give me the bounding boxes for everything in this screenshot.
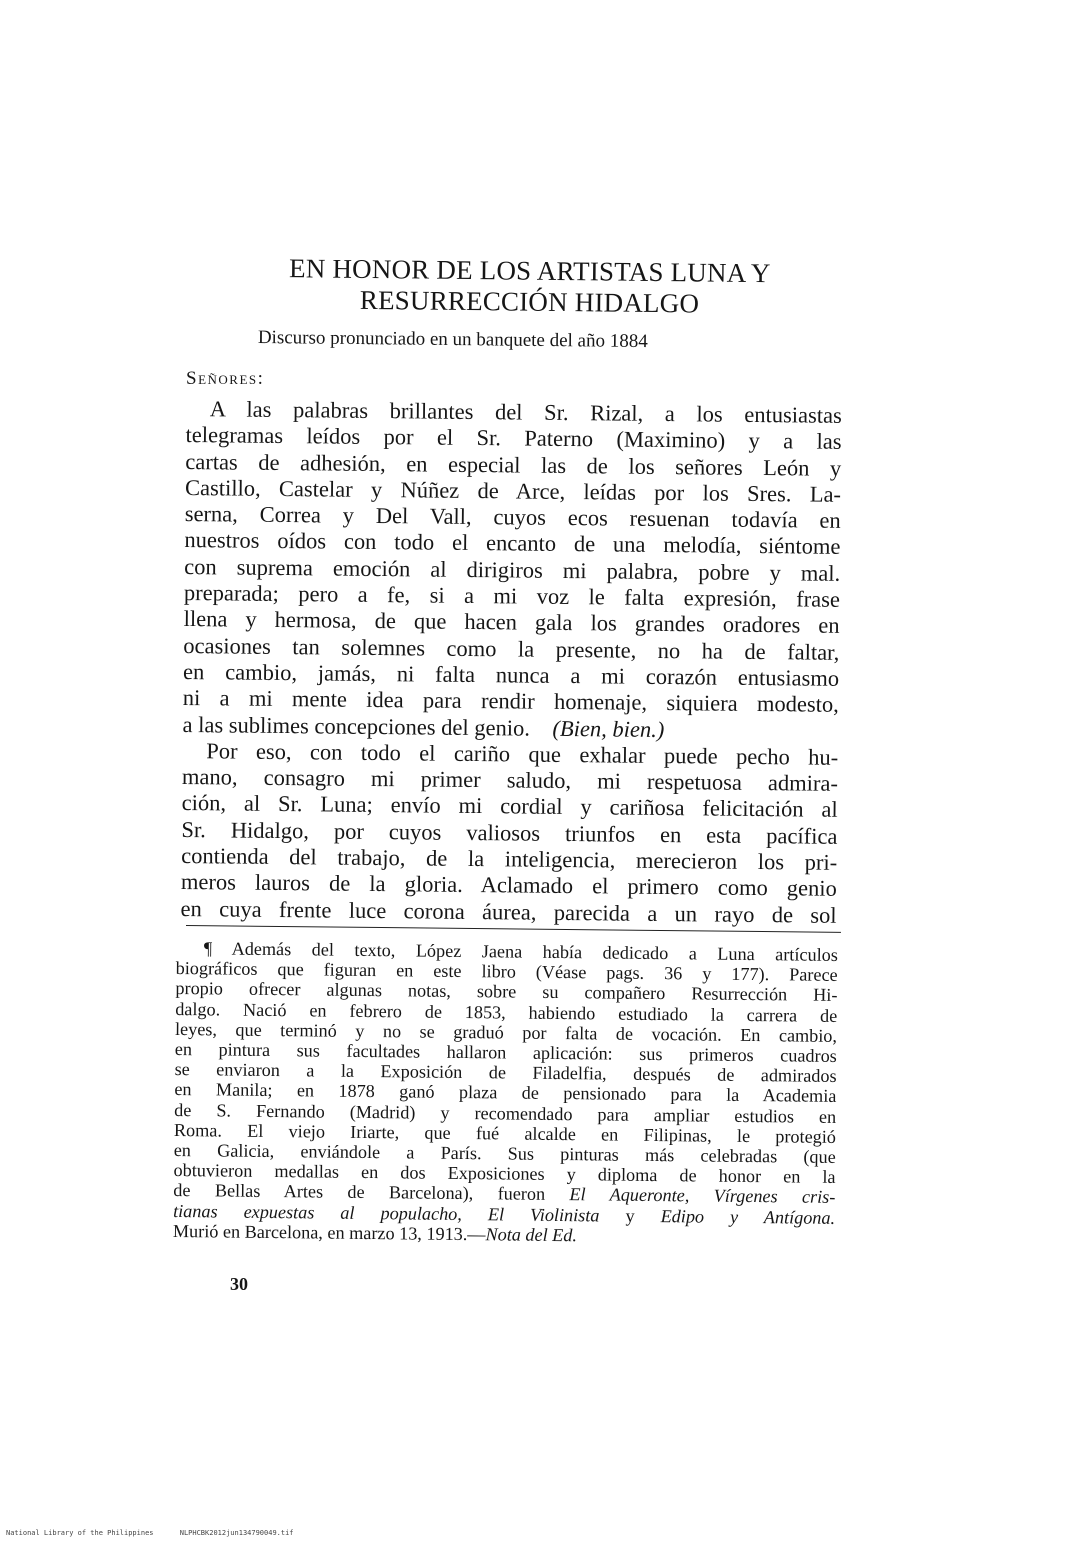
note-line: en pintura sus facultades hallaron aplicación: sus primeros cuadros — [174, 1039, 837, 1066]
note-line: Roma. El viejo Iriarte, que fué alcalde en Filipinas, le protegió — [173, 1119, 837, 1147]
body-line: llena y hermosa, de que hacen gala los grandes oradores en — [183, 606, 840, 639]
applause-note: (Bien, bien.) — [552, 715, 665, 742]
body-line: telegramas leídos por el Sr. Paterno (Maximino) y a las — [185, 422, 842, 455]
note-line: obtuvieron medallas en dos Exposiciones y diploma de honor en la — [173, 1160, 836, 1188]
note-line: propio ofrecer algunas notas, sobre su compañero Resurrección Hi- — [175, 978, 838, 1006]
note-editor: Nota del Ed. — [485, 1224, 578, 1246]
body-line: nuestros oídos con todo el encanto de una melodía, siéntome — [184, 527, 841, 560]
body-line: contienda del trabajo, de la inteligencia, merecieron los pri- — [181, 843, 838, 875]
salutation: Señores: — [186, 368, 265, 389]
body-line: serna, Correa y Del Vall, cuyos ecos resuenan todavía en — [184, 501, 841, 534]
body-line: en cuya frente luce corona áurea, parecida a un rayo de sol — [180, 895, 837, 928]
note-text: Murió en Barcelona, en marzo 13, 1913.— — [172, 1220, 486, 1245]
subtitle: Discurso pronunciado en un banquete del año 1884 — [257, 327, 648, 353]
body-line: preparada; pero a fe, si a mi voz le falta expresión, frase — [183, 580, 841, 612]
body-line: A las palabras brillantes del Sr. Rizal, a los entusiastas — [209, 396, 842, 428]
note-works: El Aqueronte, Vírgenes cris- — [569, 1184, 836, 1208]
body-line: cartas de adhesión, en especial las de los señores León y — [185, 448, 842, 481]
body-line-text: a las sublimes concepciones del genio. — [182, 711, 531, 741]
library-name: National Library of the Philippines — [6, 1529, 154, 1537]
body-line: meros lauros de la gloria. Aclamado el primero como genio — [180, 869, 838, 902]
title-line: RESURRECCIÓN HIDALGO — [359, 284, 700, 319]
body-line: Por eso, con todo el cariño que exhalar puede pecho hu- — [206, 738, 839, 770]
speech-body — [180, 396, 841, 929]
note-works: tianas expuestas al populacho, El Violinista — [173, 1200, 600, 1226]
file-name: NLPHCBK2012jun134790049.tif — [179, 1529, 294, 1537]
note-text: de Bellas Artes de Barcelona), fueron — [173, 1180, 546, 1205]
body-line: ocasiones tan solemnes como la presente, no ha de faltar, — [183, 632, 840, 665]
body-line: con suprema emoción al dirigiros mi palabra, pobre y mal. — [184, 553, 841, 586]
scan-footer — [6, 1529, 316, 1537]
page-number: 30 — [230, 1274, 248, 1294]
body-line: en cambio, jamás, ni falta nunca a mi corazón entusiasmo — [182, 658, 840, 691]
note-line: dalgo. Nació en febrero de 1853, habiendo estudiado la carrera de — [175, 998, 838, 1026]
note-line: de S. Fernando (Madrid) y recomendado para ampliar estudios en — [174, 1099, 837, 1127]
body-line: Sr. Hidalgo, por cuyos valiosos triunfos en esta pacífica — [181, 816, 838, 849]
note-line: en Manila; en 1878 ganó plaza de pensionado para la Academia — [174, 1079, 837, 1107]
note-line: leyes, que terminó y no se graduó por falta de vocación. En cambio, — [174, 1018, 838, 1046]
body-line: Castillo, Castelar y Núñez de Arce, leídas por los Sres. La- — [184, 474, 842, 507]
page-title — [179, 252, 880, 321]
body-line: ni a mi mente idea para rendir homenaje, siquiera modesto, — [182, 685, 839, 718]
note-conjunction: y — [625, 1205, 635, 1226]
body-line: mano, consagro mi primer saludo, mi respetuosa admira- — [181, 764, 839, 797]
note-line: ¶ Además del texto, López Jaena había dedicado a Luna artículos — [203, 938, 838, 965]
note-line: biográficos que figuran en este libro (Véase pags. 36 y 177). Parece — [175, 958, 838, 986]
note-line: se enviaron a la Exposición de Filadelfia, después de admirados — [174, 1059, 837, 1087]
note-works: Edipo y Antígona. — [660, 1205, 836, 1228]
body-line: ción, al Sr. Luna; envío mi cordial y cariñosa felicitación al — [181, 790, 838, 823]
note-line: en Galicia, enviándole a París. Sus pinturas más celebradas (que — [173, 1140, 836, 1167]
editor-footnote — [173, 938, 838, 1248]
title-line: EN HONOR DE LOS ARTISTAS LUNA Y — [288, 253, 771, 289]
